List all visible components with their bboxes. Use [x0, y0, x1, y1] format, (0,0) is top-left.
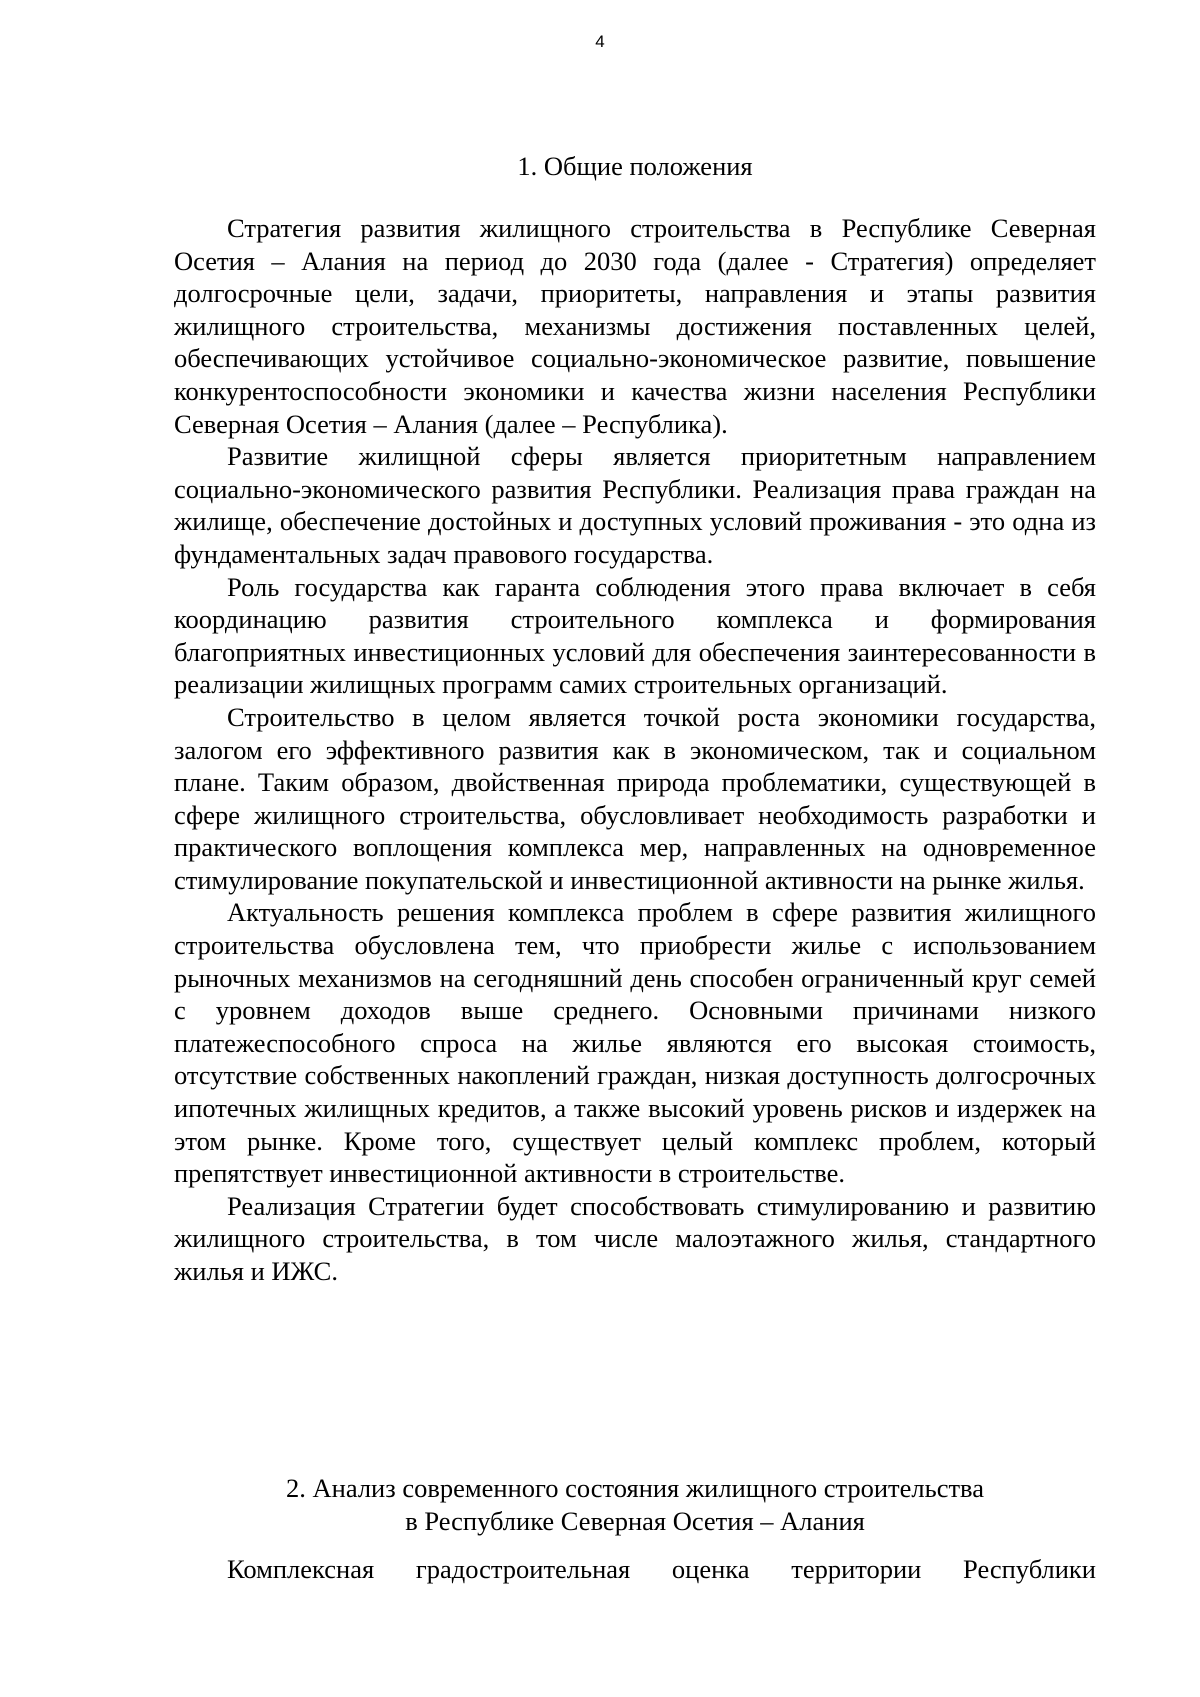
paragraph: Стратегия развития жилищного строительства в Республике Северная Осетия – Алания на период до 2030 года (далее - Стратегия) определяет долгосрочные цели, задачи, приоритеты, направления и этапы развития жилищного строительства, механизмы достижения поставленных целей, обеспечивающих устойчивое социально-экономическое развитие, повышение конкурентоспособности экономики и качества жизни населения Республики Северная Осетия – Алания (далее – Республика).: [174, 213, 1096, 439]
paragraph: Развитие жилищной сферы является приоритетным направлением социально-экономического развития Республики. Реализация права граждан на жилище, обеспечение достойных и доступных условий проживания - это одна из фундаментальных задач правового государства.: [174, 441, 1096, 569]
section-2-body: [174, 1553, 1096, 1586]
paragraph: Актуальность решения комплекса проблем в сфере развития жилищного строительства обусловлена тем, что приобрести жилье с использованием рыночных механизмов на сегодняшний день способен ограниченный круг семей с уровнем доходов выше среднего. Основными причинами низкого платежеспособного спроса на жилье являются его высокая стоимость, отсутствие собственных накоплений граждан, низкая доступность долгосрочных ипотечных жилищных кредитов, а также высокий уровень рисков и издержек на этом рынке. Кроме того, существует целый комплекс проблем, который препятствует инвестиционной активности в строительстве.: [174, 897, 1096, 1189]
section-2-title: [174, 1472, 1096, 1537]
section-1-title: 1. Общие положения: [517, 151, 753, 181]
paragraph: Роль государства как гаранта соблюдения этого права включает в себя координацию развития строительного комплекса и формирования благоприятных инвестиционных условий для обеспечения заинтересованности в реализации жилищных программ самих строительных организаций.: [174, 571, 1096, 700]
paragraph: Комплексная градостроительная оценка территории Республики: [227, 1554, 1096, 1584]
section-1-body: [174, 212, 1096, 1288]
paragraph: Реализация Стратегии будет способствовать стимулированию и развитию жилищного строительства, в том числе малоэтажного жилья, стандартного жилья и ИЖС.: [174, 1190, 1096, 1286]
section-2-title-line-2: в Республике Северная Осетия – Алания: [405, 1505, 865, 1536]
section-2-title-line-1: 2. Анализ современного состояния жилищного строительства: [286, 1473, 984, 1503]
page-number: 4: [595, 32, 605, 51]
paragraph: Строительство в целом является точкой роста экономики государства, залогом его эффективного развития как в экономическом, так и социальном плане. Таким образом, двойственная природа проблематики, существующей в сфере жилищного строительства, обусловливает необходимость разработки и практического воплощения комплекса мер, направленных на одновременное стимулирование покупательской и инвестиционной активности на рынке жилья.: [174, 701, 1096, 895]
